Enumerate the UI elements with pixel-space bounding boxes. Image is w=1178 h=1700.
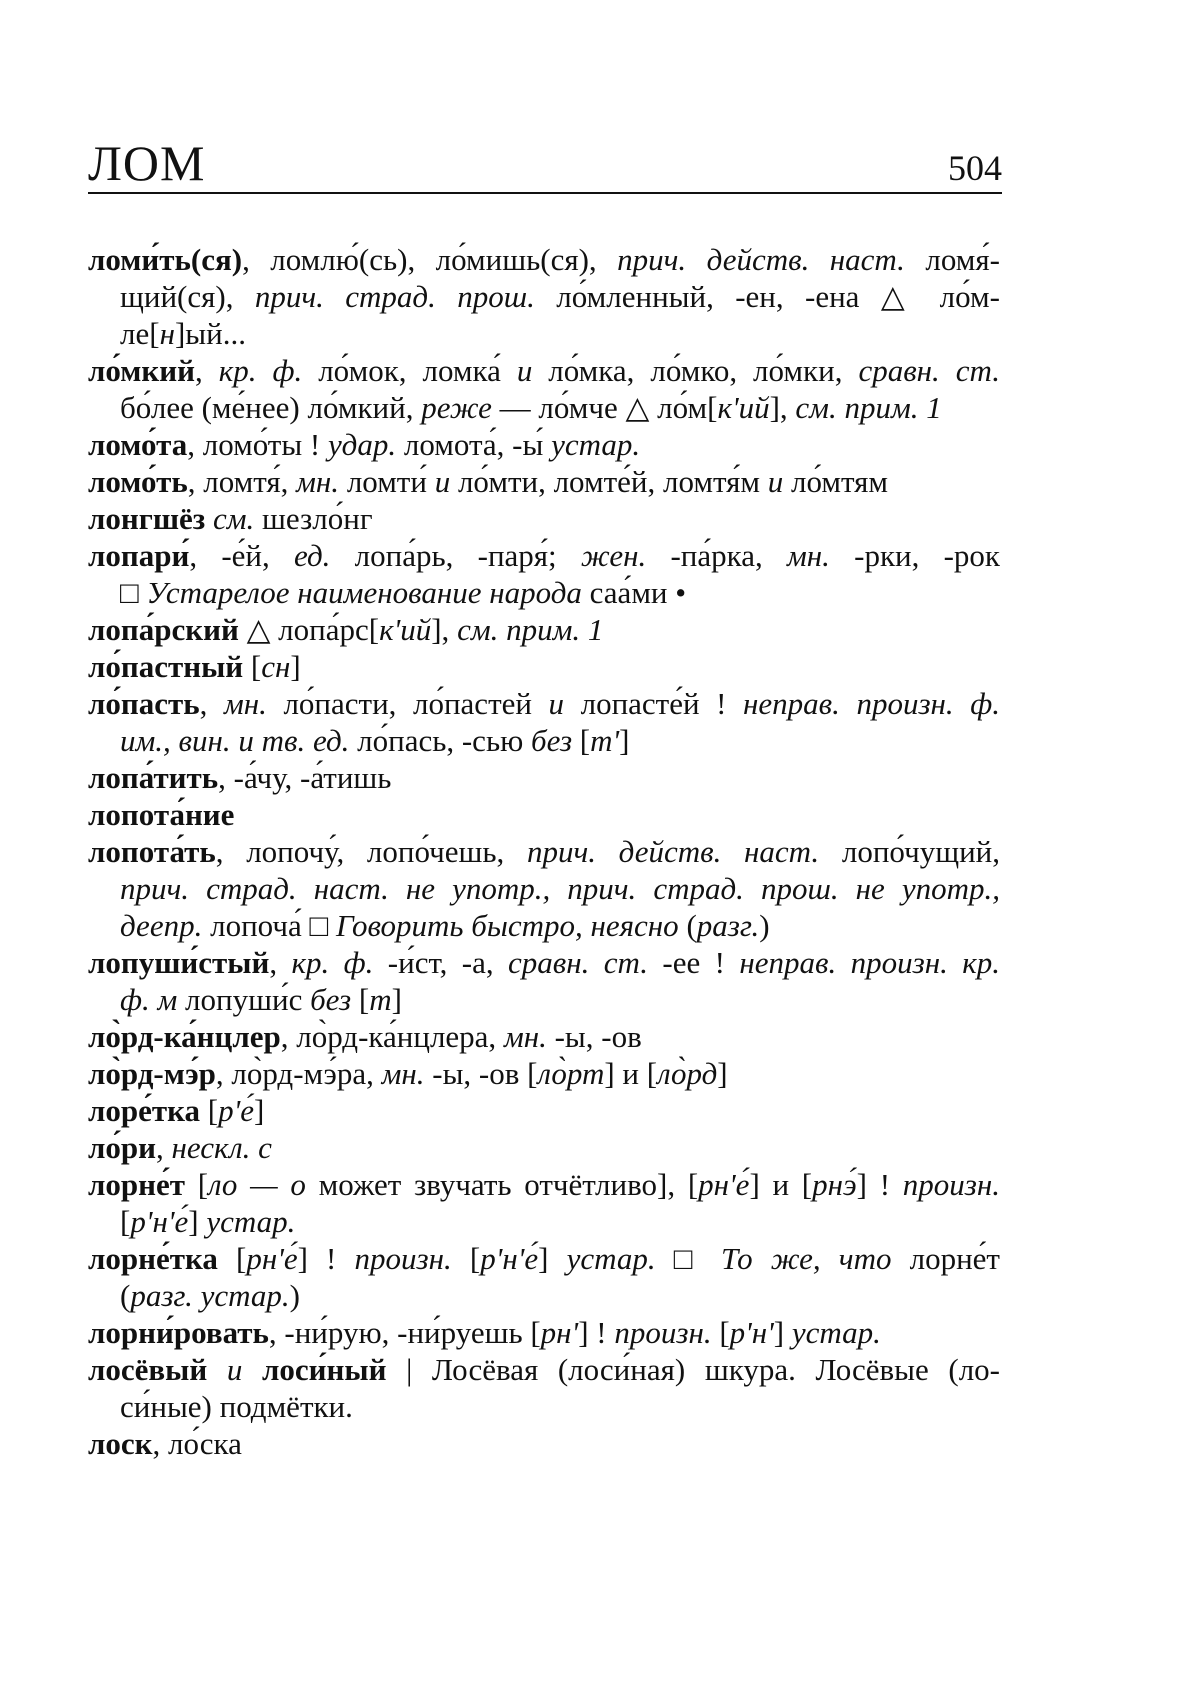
italic-label: прич. действ. наст. [617, 242, 905, 277]
italic-label: кр. ф. [218, 353, 303, 388]
italic-label: прич. страд. прош. [254, 279, 535, 314]
entry-text: ] [773, 1315, 792, 1350]
italic-label: разг. устар. [130, 1278, 290, 1313]
entry-text [207, 1352, 227, 1387]
entry-text: [ [200, 1093, 219, 1128]
dictionary-entry [88, 1055, 1000, 1092]
entry-text: -рки, -рок [829, 538, 1000, 573]
italic-label: устар. [791, 1315, 881, 1350]
headword: лорне́тка [88, 1241, 218, 1276]
entry-text: , [195, 353, 219, 388]
italic-label: мн. [381, 1056, 425, 1091]
entry-text: △ лопа́рс[ [238, 612, 380, 647]
italic-label: кр. ф. [291, 945, 374, 980]
dictionary-entry [88, 833, 1000, 944]
italic-label: р'н'е́ [480, 1241, 539, 1276]
entry-text: ло́пасти, ло́пастей [266, 686, 549, 721]
entry-text: ломя́- [904, 242, 1000, 277]
entry-text: лопо́чущий, [819, 834, 1000, 869]
dictionary-entry [88, 611, 1000, 648]
entry-text: ] [391, 982, 402, 1017]
italic-label: ед. [294, 538, 331, 573]
entry-text: щий(ся), [120, 279, 255, 314]
entry-continuation-line [88, 278, 1000, 315]
entry-text: ( [678, 908, 697, 943]
italic-label: мн. [296, 464, 340, 499]
italic-label: неправ. произн. кр. [739, 945, 1000, 980]
entry-text: ле[ [120, 316, 160, 351]
italic-label: к'ий [717, 390, 770, 425]
dictionary-entry [88, 648, 1000, 685]
italic-label: реже [421, 390, 492, 425]
italic-label: произн. [902, 1167, 1000, 1202]
entry-first-line [88, 1425, 1000, 1462]
entry-text: , ло̀рд-ка́нцлера, [280, 1019, 504, 1054]
italic-label: и [434, 464, 451, 499]
entry-text: ]ый... [174, 316, 246, 351]
italic-label: см. [212, 501, 255, 536]
dictionary-entry [88, 463, 1000, 500]
entry-text: ) [759, 908, 770, 943]
italic-label: к'ий [379, 612, 432, 647]
dictionary-entry [88, 1092, 1000, 1129]
entry-text: , [156, 1130, 172, 1165]
headword: ло̀рд-мэ́р [88, 1056, 216, 1091]
running-headword: ЛОМ [88, 135, 206, 191]
entry-first-line [88, 685, 1000, 722]
entry-text: си́ные) подмётки. [120, 1389, 353, 1424]
headword: лоси́ный [262, 1352, 387, 1387]
entry-first-line [88, 426, 1000, 463]
italic-label: сравн. ст. [858, 353, 1001, 388]
headword: ломо́та [88, 427, 188, 462]
entry-continuation-line [88, 1277, 1000, 1314]
entry-text: ] и [ [604, 1056, 658, 1091]
italic-label: рн'е́ [698, 1167, 750, 1202]
dictionary-entries [88, 241, 1000, 1462]
dictionary-entry [88, 537, 1000, 611]
entry-first-line [88, 796, 1000, 833]
entry-first-line [88, 352, 1000, 389]
page-number: 504 [948, 148, 1002, 188]
headword: лосёвый [88, 1352, 208, 1387]
entry-text: ] ! [297, 1241, 355, 1276]
italic-label: устар. [551, 427, 641, 462]
headword: лоре́тка [88, 1093, 201, 1128]
entry-text [205, 501, 213, 536]
entry-text: [ [184, 1167, 209, 1202]
dictionary-entry [88, 1166, 1000, 1240]
headword: лопа́рский [88, 612, 239, 647]
italic-label: деепр. [120, 908, 203, 943]
headword: ло́пастный [88, 649, 244, 684]
italic-label: т' [590, 723, 620, 758]
italic-label: н [159, 316, 175, 351]
italic-label: и [226, 1352, 243, 1387]
running-head [88, 135, 1002, 194]
italic-label: рнэ́ [812, 1167, 857, 1202]
entry-text: бо́лее (ме́нее) ло́мкий, [120, 390, 422, 425]
dictionary-entry [88, 1351, 1000, 1425]
entry-first-line [88, 944, 1000, 981]
entry-text: -и́ст, -а, [373, 945, 509, 980]
dictionary-entry [88, 1314, 1000, 1351]
entry-first-line [88, 1166, 1000, 1203]
entry-text: [ [351, 982, 370, 1017]
dictionary-entry [88, 1240, 1000, 1314]
entry-text: ло́мтям [783, 464, 889, 499]
italic-label: и [767, 464, 784, 499]
entry-text: ло́мти, ломте́й, ломтя́м [450, 464, 768, 499]
entry-text: ], [431, 612, 458, 647]
entry-text: , ло̀рд-мэ́ра, [215, 1056, 382, 1091]
dictionary-entry [88, 1425, 1000, 1462]
dictionary-entry [88, 685, 1000, 759]
headword: лонгшёз [88, 501, 206, 536]
italic-label: сн [261, 649, 291, 684]
entry-text: ло́мок, ломка́ [302, 353, 517, 388]
headword: лорне́т [88, 1167, 185, 1202]
entry-continuation-line [88, 722, 1000, 759]
entry-continuation-line [88, 907, 1000, 944]
entry-text: ) [289, 1278, 300, 1313]
entry-text: , ло́ска [152, 1426, 242, 1461]
italic-label: Говорить быстро, неясно [335, 908, 679, 943]
entry-text: лорне́т [891, 1241, 1000, 1276]
headword: ло́ри [88, 1130, 156, 1165]
headword: ломо́ть [88, 464, 188, 499]
italic-label: устар. [566, 1241, 656, 1276]
headword: ло́пасть [88, 686, 200, 721]
entry-text: ] [290, 649, 301, 684]
entry-text: ] ! [578, 1315, 615, 1350]
entry-text: [ [243, 649, 262, 684]
italic-label: произн. [614, 1315, 712, 1350]
entry-text: ] [717, 1056, 728, 1091]
headword: лорни́ровать [88, 1315, 269, 1350]
italic-label: ло̀рт [537, 1056, 605, 1091]
entry-text: | Лосёвая (лоси́ная) шкура. Лосёвые (ло- [386, 1352, 1001, 1387]
italic-label: То же, что [720, 1241, 892, 1276]
italic-label: удар. [328, 427, 397, 462]
italic-label: см. прим. 1 [795, 390, 942, 425]
italic-label: и [548, 686, 565, 721]
entry-text: ] [188, 1204, 207, 1239]
headword: лоск [88, 1426, 153, 1461]
entry-text: может звучать отчётливо], [ [305, 1167, 699, 1202]
italic-label: рн' [540, 1315, 579, 1350]
headword: лопари́ [88, 538, 190, 573]
headword: ло̀рд-ка́нцлер [88, 1019, 281, 1054]
italic-label: ло̀рд [657, 1056, 718, 1091]
italic-label: им., вин. и тв. ед. [120, 723, 350, 758]
headword: лопота́ть [88, 834, 216, 869]
entry-text: , -ни́рую, -ни́руешь [ [268, 1315, 541, 1350]
entry-first-line [88, 463, 1000, 500]
entry-first-line [88, 1092, 1000, 1129]
italic-label: р'е́ [218, 1093, 254, 1128]
italic-label: рн'е́ [246, 1241, 298, 1276]
entry-text: -ее ! [648, 945, 740, 980]
dictionary-entry [88, 796, 1000, 833]
entry-first-line [88, 1351, 1000, 1388]
entry-text: □ [120, 575, 147, 610]
entry-first-line [88, 241, 1000, 278]
entry-text: [ [711, 1315, 730, 1350]
entry-text: , [199, 686, 224, 721]
headword: лопа́тить [88, 760, 219, 795]
entry-text: ] [619, 723, 630, 758]
entry-continuation-line [88, 1203, 1000, 1240]
entry-text: ] ! [856, 1167, 903, 1202]
entry-first-line [88, 500, 1000, 537]
entry-text: , лопочу́, лопо́чешь, [215, 834, 527, 869]
italic-label: мн. [786, 538, 830, 573]
italic-label: мн. [223, 686, 267, 721]
italic-label: р'н'е́ [130, 1204, 189, 1239]
entry-continuation-line [88, 574, 1000, 611]
entry-text: ломти́ [339, 464, 435, 499]
dictionary-entry [88, 1129, 1000, 1166]
entry-text: , ломо́ты ! [187, 427, 329, 462]
dictionary-entry [88, 426, 1000, 463]
entry-text: [ [572, 723, 591, 758]
entry-text: ] и [ [749, 1167, 813, 1202]
italic-label: ло — о [208, 1167, 306, 1202]
italic-label: и [516, 353, 533, 388]
dictionary-entry [88, 500, 1000, 537]
entry-continuation-line [88, 315, 1000, 352]
entry-first-line [88, 1240, 1000, 1277]
italic-label: неправ. произн. ф. [743, 686, 1000, 721]
italic-label: см. прим. 1 [457, 612, 604, 647]
italic-label: жен. [580, 538, 647, 573]
entry-text: ] [253, 1093, 265, 1128]
italic-label: сравн. ст. [508, 945, 649, 980]
dictionary-entry [88, 759, 1000, 796]
entry-text: -ы, -ов [546, 1019, 642, 1054]
italic-label: мн. [503, 1019, 547, 1054]
entry-text: шезло́нг [254, 501, 373, 536]
entry-text: лопуши́с [177, 982, 311, 1017]
entry-first-line [88, 1129, 1000, 1166]
entry-first-line [88, 833, 1000, 870]
entry-first-line [88, 1055, 1000, 1092]
headword: ломи́ть(ся) [88, 242, 243, 277]
entry-text: лопа́рь, -паря́; [330, 538, 581, 573]
entry-text: ], [769, 390, 796, 425]
entry-text: -ы, -ов [ [424, 1056, 538, 1091]
entry-text: -па́рка, [646, 538, 787, 573]
entry-text: □ [655, 1241, 721, 1276]
italic-label: ф. м [120, 982, 178, 1017]
entry-text: , -а́чу, -а́тишь [218, 760, 392, 795]
entry-text: , ломтя́, [187, 464, 297, 499]
italic-label: р'н' [729, 1315, 774, 1350]
entry-first-line [88, 759, 1000, 796]
entry-text: лопасте́й ! [564, 686, 744, 721]
italic-label: Устарелое наименование народа [146, 575, 582, 610]
dictionary-entry [88, 1018, 1000, 1055]
entry-text: ло́мка, ло́мко, ло́мки, [532, 353, 859, 388]
italic-label: т [369, 982, 392, 1017]
entry-text: , [269, 945, 292, 980]
entry-text: ( [120, 1278, 131, 1313]
entry-continuation-line [88, 981, 1000, 1018]
italic-label: произн. [354, 1241, 452, 1276]
entry-text: [ [120, 1204, 131, 1239]
entry-continuation-line [88, 1388, 1000, 1425]
entry-first-line [88, 537, 1000, 574]
italic-label: без [531, 723, 573, 758]
italic-label: нескл. с [171, 1130, 272, 1165]
entry-continuation-line [88, 870, 1000, 907]
dictionary-entry [88, 944, 1000, 1018]
entry-text: ло́пась, -сью [349, 723, 531, 758]
headword: лопуши́стый [88, 945, 270, 980]
entry-text: , -е́й, [189, 538, 295, 573]
headword: лопота́ние [88, 797, 235, 832]
italic-label: разг. [696, 908, 760, 943]
entry-continuation-line [88, 389, 1000, 426]
entry-text: ло́мленный, -ен, -ена △ ло́м- [534, 279, 1000, 314]
dictionary-entry [88, 241, 1000, 352]
entry-text: [ [451, 1241, 481, 1276]
headword: ло́мкий [88, 353, 196, 388]
italic-label: устар. [206, 1204, 296, 1239]
dictionary-entry [88, 352, 1000, 426]
entry-first-line [88, 1314, 1000, 1351]
italic-label: без [310, 982, 352, 1017]
entry-text: [ [217, 1241, 247, 1276]
entry-text: саа́ми • [581, 575, 687, 610]
italic-label: прич. страд. наст. не употр., прич. страд. прош. не употр., [120, 871, 1000, 906]
entry-first-line [88, 611, 1000, 648]
entry-first-line [88, 648, 1000, 685]
entry-text: , ломлю́(сь), ло́мишь(ся), [242, 242, 618, 277]
entry-text: ] [538, 1241, 567, 1276]
entry-text: — ло́мче △ ло́м[ [491, 390, 718, 425]
entry-text [242, 1352, 262, 1387]
entry-text: лопоча́ □ [202, 908, 336, 943]
italic-label: прич. действ. наст. [526, 834, 820, 869]
entry-text: ломота́, -ы́ [396, 427, 552, 462]
entry-first-line [88, 1018, 1000, 1055]
